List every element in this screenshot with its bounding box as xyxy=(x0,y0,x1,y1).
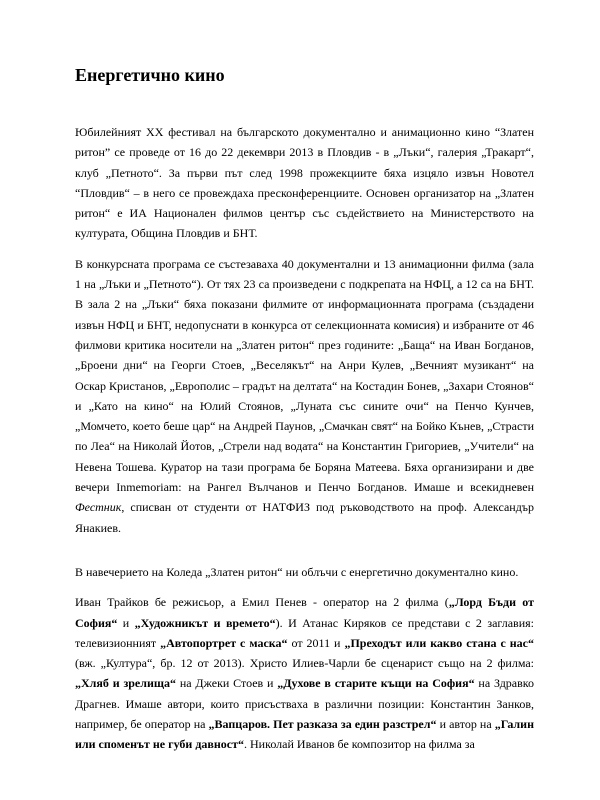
paragraph-text: Иван Трайков бе режисьор, а Емил Пенев - оператор на 2 филма ( xyxy=(75,595,449,610)
paragraph-text: ). И Атанас Киряков се представи с 2 заглавия: телевизионният xyxy=(75,615,534,650)
film-title: „Лорд Бъди от София“ xyxy=(75,595,534,630)
film-title: „Духове в старите къщи на София“ xyxy=(277,676,475,691)
paragraph-text: и xyxy=(117,615,135,630)
paragraph-text: В конкурсната програма се състезаваха 40 документални и 13 анимационни филма (зала 1 на „Лъки и „Петното“). От тях 23 са произведени с подкрепата на НФЦ, а 12 са на БНТ. В зала 2 на „Лъки“ бяха показани филмите от информационната програма (създадени извън НФЦ и БНТ, недопуснати в конкурса от селекционната комисия) и избраните от 46 филмови критика носители на „Златен ритон“ през годините: „Баща“ на Иван Богданов, „Броени дни“ на Георги Стоев, „Веселякът“ на Анри Кулев, „Вечният музикант“ на Оскар Кристанов, „Европолис – градът на делтата“ на Костадин Бонев, „Захари Стоянов“ и „Като на кино“ на Юлий Стоянов, „Луната със сините очи“ на Пенчо Кунчев, „Момчето, което беше цар“ на Андрей Паунов, „Смачкан свят“ на Бойко Кънев, „Страсти по Леа“ на Николай Йотов, „Стрели над водата“ на Константин Григориев, „Учители“ на Невена Тошева. Куратор на тази програма бе Боряна Матеева. Бяха организирани и две вечери Inmemoriam: на Рангел Вълчанов и Пенчо Богданов. Имаше и всекидневен xyxy=(75,256,534,495)
paragraph-festival-intro: Юбилейният XX фестивал на българското документално и анимационно кино “Златен ритон” се проведе от 16 до 22 декември 2013 в Пловдив - в „Лъки“, галерия „Тракарт“, клуб „Петното“. За първи път след 1998 прожекциите бяха изцяло извън Новотел “Пловдив“ – в него се провеждаха пресконференциите. Основен организатор на „Златен ритон“ е ИА Национален филмов център със съдействието на Министерството на културата, Община Пловдив и БНТ. xyxy=(75,125,534,241)
festnik-italic: Фестник xyxy=(75,500,122,515)
paragraph-text: (вж. „Култура“, бр. 12 от 2013). Христо Илиев-Чарли бе сценарист също на 2 филма: xyxy=(75,656,534,671)
film-title: „Вапцаров. Пет разказа за един разстрел“ xyxy=(208,717,437,732)
paragraph-christmas-eve: В навечерието на Коледа „Златен ритон“ ни облъчи с енергетично документално кино. xyxy=(75,564,519,579)
article-title: Енергетично кино xyxy=(75,65,225,85)
film-title: „Преходът или какво стана с нас“ xyxy=(344,635,534,650)
paragraph-text: от 2011 и xyxy=(287,635,345,650)
paragraph-authors xyxy=(75,592,534,754)
paragraph-competition-program xyxy=(75,254,534,538)
paragraph-text: , списван от студенти от НАТФИЗ под ръководството на проф. Александър Янакиев. xyxy=(75,500,534,535)
paragraph-text: на Джеки Стоев и xyxy=(176,676,278,691)
film-title: „Хляб и зрелища“ xyxy=(75,676,177,691)
film-title: „Галин или споменът не губи давност“ xyxy=(75,717,534,752)
film-title: „Художникът и времето“ xyxy=(134,615,276,630)
paragraph-text: и автор на xyxy=(436,717,495,732)
paragraph-text: . Николай Иванов бе композитор на филма за xyxy=(244,737,475,752)
paragraph-text: на Здравко Драгнев. Имаше автори, които присъстваха в различни позиции: Константин Занков, например, бе оператор на xyxy=(75,676,535,732)
film-title: „Автопортрет с маска“ xyxy=(160,635,288,650)
